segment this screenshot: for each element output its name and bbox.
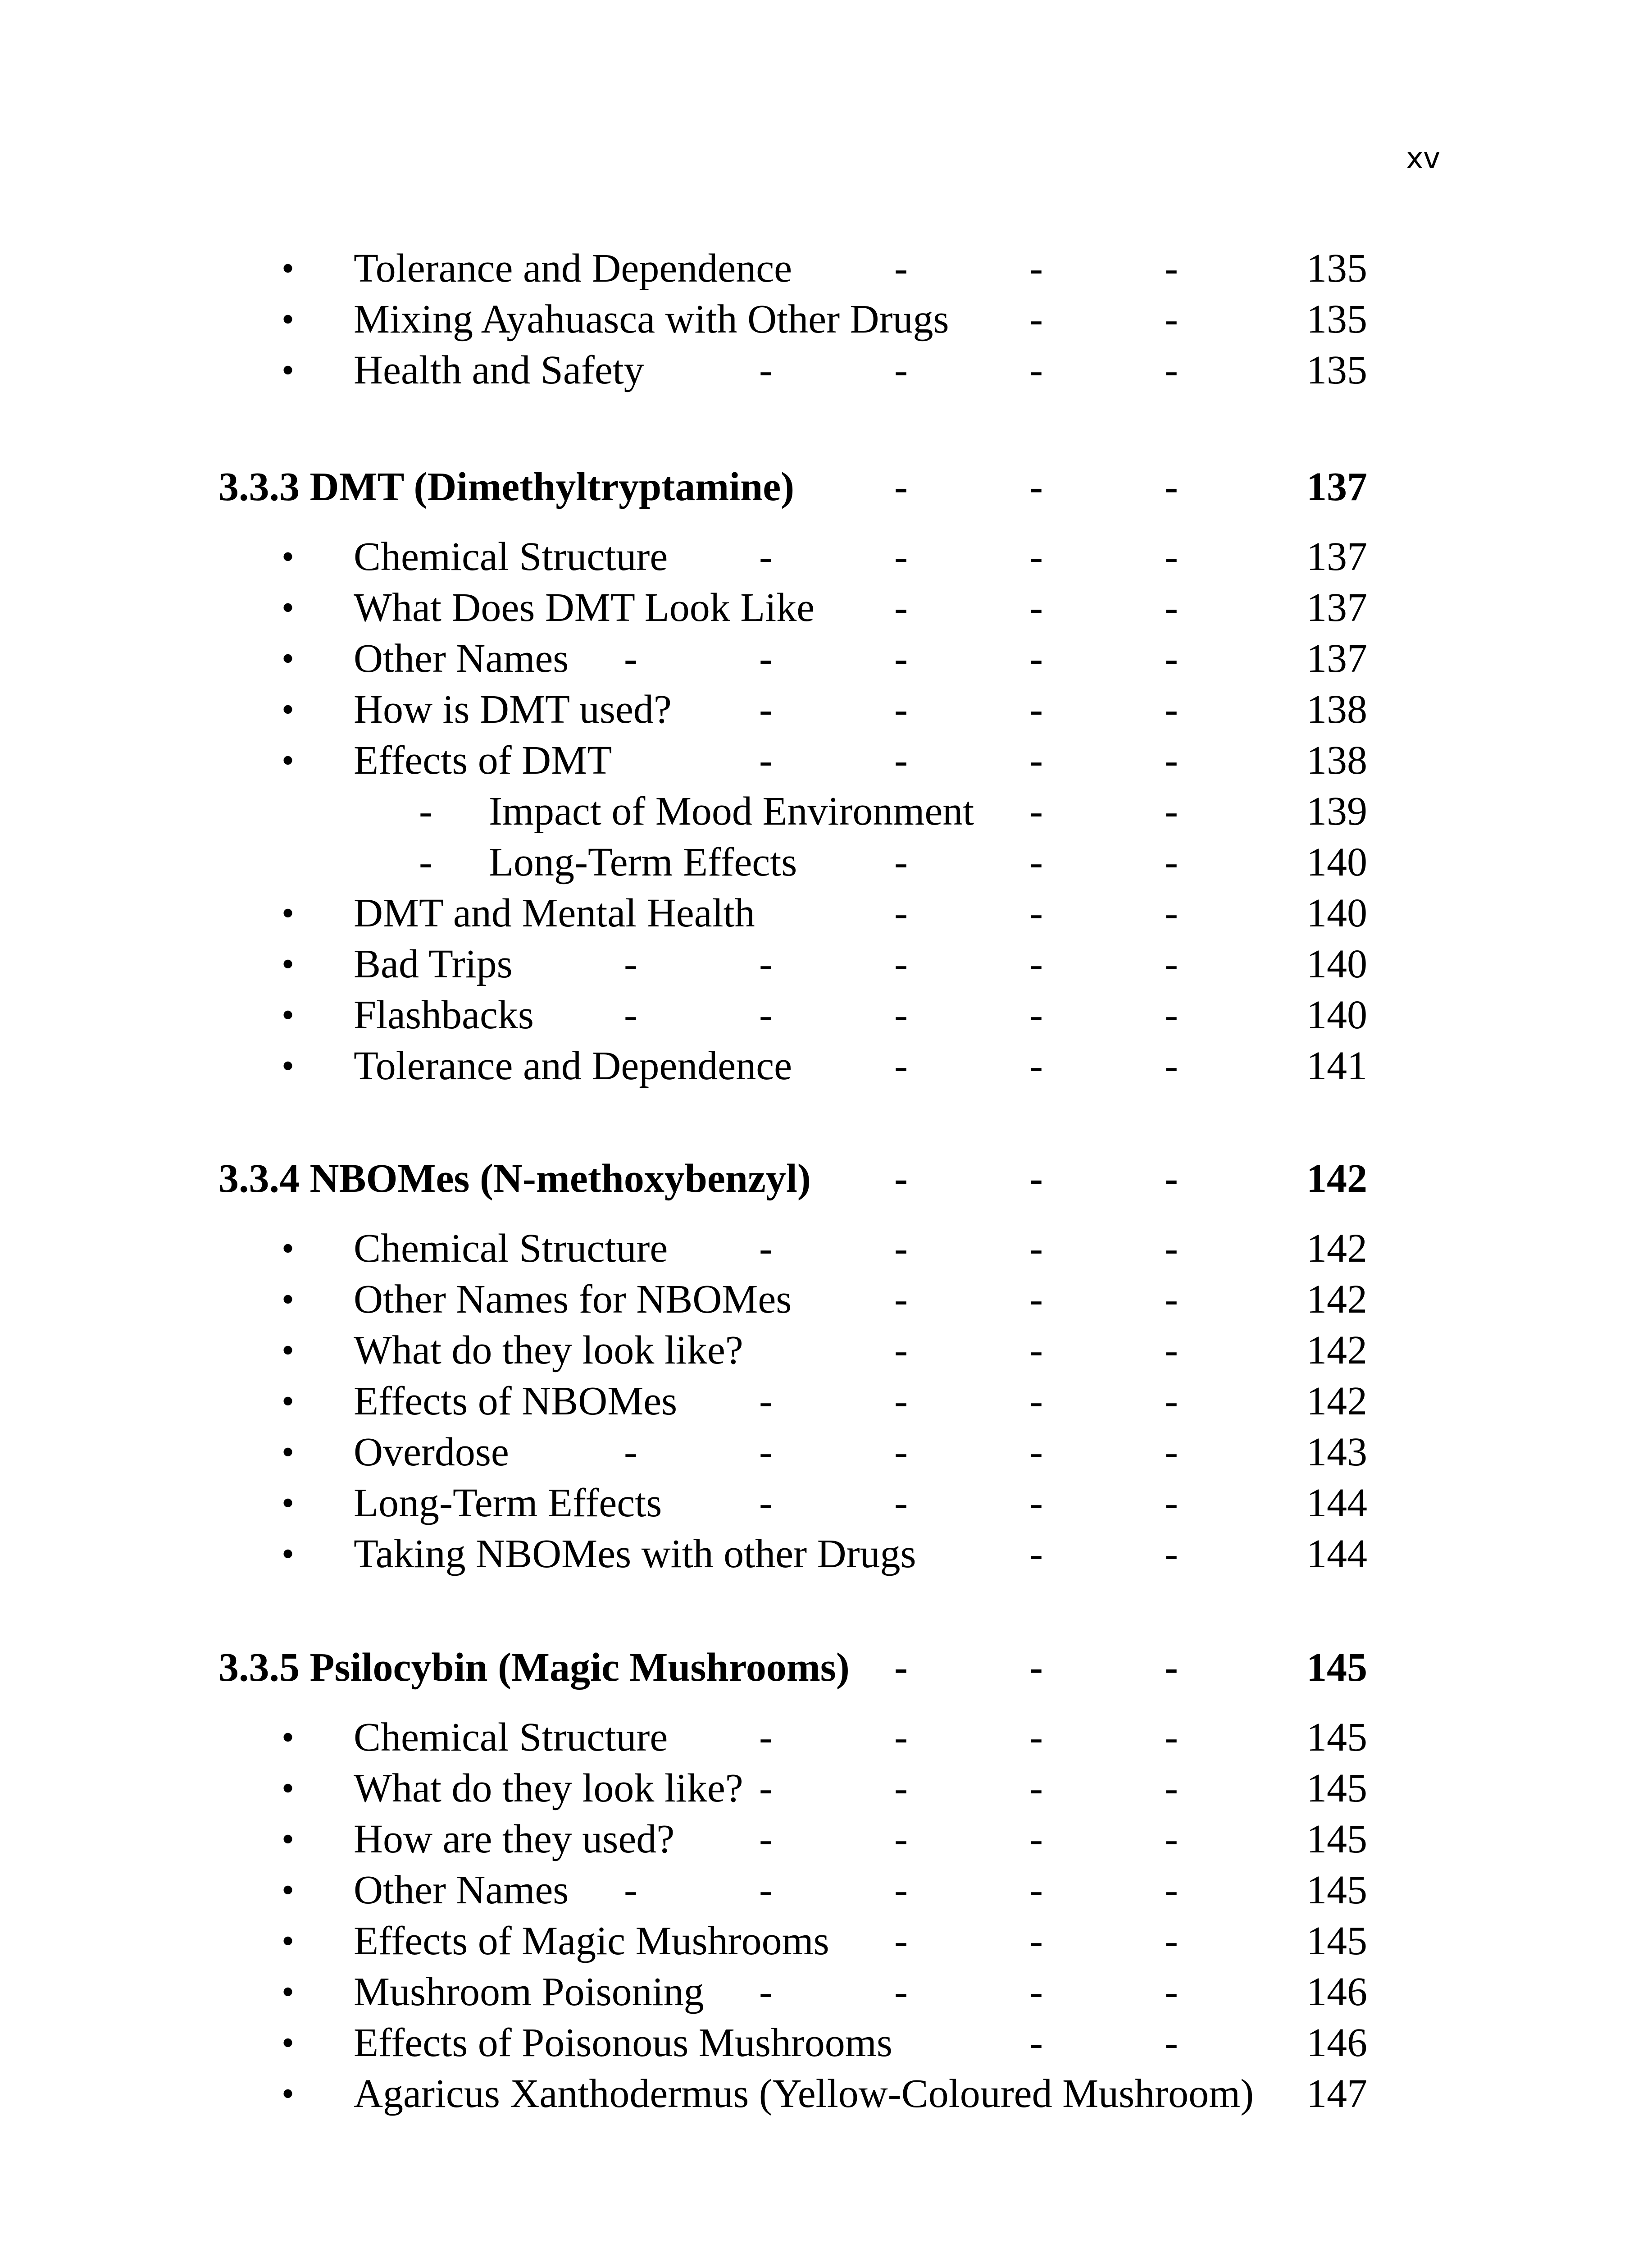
page-ref: 145 bbox=[1306, 1868, 1367, 1912]
toc-entry[interactable] bbox=[0, 532, 1652, 582]
leader-dash: - bbox=[1029, 1919, 1043, 1963]
bullet-icon: • bbox=[282, 537, 295, 577]
leader-dash: - bbox=[894, 993, 908, 1037]
page-ref: 142 bbox=[1306, 1328, 1367, 1373]
leader-dash: - bbox=[894, 1430, 908, 1474]
leader-dash: - bbox=[759, 348, 773, 392]
entry-title: Other Names for NBOMes bbox=[354, 1277, 792, 1322]
leader-dash: - bbox=[759, 1430, 773, 1474]
page-ref: 142 bbox=[1306, 1379, 1367, 1423]
toc-entry[interactable] bbox=[0, 2069, 1652, 2119]
leader-dash: - bbox=[894, 942, 908, 986]
entry-title: Bad Trips bbox=[354, 942, 513, 986]
leader-dash: - bbox=[1165, 1430, 1178, 1474]
leader-dash: - bbox=[1165, 246, 1178, 291]
page-ref: 144 bbox=[1306, 1481, 1367, 1525]
leader-dash: - bbox=[759, 1715, 773, 1760]
leader-dash: - bbox=[1029, 891, 1043, 935]
leader-dash: - bbox=[1165, 585, 1178, 630]
toc-entry[interactable] bbox=[0, 1478, 1652, 1528]
leader-dash: - bbox=[759, 636, 773, 681]
dash-bullet-icon: - bbox=[419, 789, 432, 834]
toc-entry[interactable] bbox=[0, 684, 1652, 735]
leader-dash: - bbox=[759, 1970, 773, 2014]
page-ref: 146 bbox=[1306, 2020, 1367, 2065]
leader-dash: - bbox=[1029, 993, 1043, 1037]
leader-dash: - bbox=[1165, 1379, 1178, 1423]
leader-dash: - bbox=[894, 246, 908, 291]
leader-dash: - bbox=[894, 1226, 908, 1271]
leader-dash: - bbox=[1029, 1481, 1043, 1525]
section-heading[interactable] bbox=[0, 1642, 1652, 1693]
leader-dash: - bbox=[1029, 942, 1043, 986]
leader-dash: - bbox=[1029, 687, 1043, 732]
entry-title: Mushroom Poisoning bbox=[354, 1970, 704, 2014]
leader-dash: - bbox=[1029, 1766, 1043, 1811]
entry-title: Overdose bbox=[354, 1430, 509, 1474]
leader-dash: - bbox=[1165, 1970, 1178, 2014]
leader-dash: - bbox=[624, 942, 637, 986]
bullet-icon: • bbox=[282, 1870, 295, 1910]
page-ref: 146 bbox=[1306, 1970, 1367, 2014]
toc-entry[interactable] bbox=[0, 735, 1652, 786]
leader-dash: - bbox=[894, 1715, 908, 1760]
leader-dash: - bbox=[759, 1766, 773, 1811]
toc-entry[interactable] bbox=[0, 1763, 1652, 1814]
leader-dash: - bbox=[1165, 1277, 1178, 1322]
page-ref: 142 bbox=[1306, 1226, 1367, 1271]
toc-entry[interactable] bbox=[0, 1967, 1652, 2017]
leader-dash: - bbox=[759, 534, 773, 579]
page-ref: 138 bbox=[1306, 738, 1367, 783]
bullet-icon: • bbox=[282, 995, 295, 1035]
leader-dash: - bbox=[1165, 738, 1178, 783]
leader-dash: - bbox=[1029, 789, 1043, 834]
leader-dash: - bbox=[894, 585, 908, 630]
leader-dash: - bbox=[1165, 1226, 1178, 1271]
leader-dash: - bbox=[1029, 1277, 1043, 1322]
leader-dash: - bbox=[759, 1868, 773, 1912]
page-ref: 141 bbox=[1306, 1044, 1367, 1088]
toc-entry[interactable] bbox=[0, 634, 1652, 684]
leader-dash: - bbox=[1029, 1817, 1043, 1861]
leader-dash: - bbox=[1165, 1868, 1178, 1912]
page-ref: 140 bbox=[1306, 942, 1367, 986]
leader-dash: - bbox=[1165, 465, 1178, 509]
leader-dash: - bbox=[759, 738, 773, 783]
leader-dash: - bbox=[894, 1645, 908, 1690]
leader-dash: - bbox=[894, 1156, 908, 1201]
bullet-icon: • bbox=[282, 1718, 295, 1757]
leader-dash: - bbox=[624, 1430, 637, 1474]
leader-dash: - bbox=[1029, 246, 1043, 291]
toc-entry[interactable] bbox=[0, 939, 1652, 990]
bullet-icon: • bbox=[282, 351, 295, 390]
entry-title: Effects of Magic Mushrooms bbox=[354, 1919, 829, 1963]
leader-dash: - bbox=[894, 1970, 908, 2014]
toc-entry[interactable] bbox=[0, 1041, 1652, 1091]
bullet-icon: • bbox=[282, 300, 295, 339]
page-ref: 137 bbox=[1306, 636, 1367, 681]
page-ref: 145 bbox=[1306, 1715, 1367, 1760]
entry-title: Other Names bbox=[354, 1868, 569, 1912]
leader-dash: - bbox=[1165, 789, 1178, 834]
leader-dash: - bbox=[1165, 1817, 1178, 1861]
page-number: xv bbox=[1406, 142, 1440, 175]
leader-dash: - bbox=[1165, 993, 1178, 1037]
toc-entry[interactable] bbox=[0, 1223, 1652, 1274]
bullet-icon: • bbox=[282, 894, 295, 933]
leader-dash: - bbox=[894, 465, 908, 509]
leader-dash: - bbox=[894, 1919, 908, 1963]
toc-entry[interactable] bbox=[0, 294, 1652, 345]
toc-entry[interactable] bbox=[0, 2018, 1652, 2068]
leader-dash: - bbox=[1029, 1430, 1043, 1474]
leader-dash: - bbox=[894, 1379, 908, 1423]
leader-dash: - bbox=[1029, 2020, 1043, 2065]
leader-dash: - bbox=[894, 1328, 908, 1373]
leader-dash: - bbox=[759, 1226, 773, 1271]
bullet-icon: • bbox=[282, 1046, 295, 1086]
leader-dash: - bbox=[1029, 1970, 1043, 2014]
entry-title: Chemical Structure bbox=[354, 534, 668, 579]
leader-dash: - bbox=[1029, 1715, 1043, 1760]
leader-dash: - bbox=[1165, 297, 1178, 342]
leader-dash: - bbox=[1165, 1328, 1178, 1373]
leader-dash: - bbox=[1029, 1226, 1043, 1271]
leader-dash: - bbox=[1165, 1156, 1178, 1201]
page-ref: 140 bbox=[1306, 993, 1367, 1037]
leader-dash: - bbox=[1029, 348, 1043, 392]
leader-dash: - bbox=[1165, 942, 1178, 986]
bullet-icon: • bbox=[282, 639, 295, 679]
bullet-icon: • bbox=[282, 249, 295, 288]
entry-title: Effects of Poisonous Mushrooms bbox=[354, 2020, 892, 2065]
section-heading-text: 3.3.5 Psilocybin (Magic Mushrooms) bbox=[218, 1645, 850, 1690]
leader-dash: - bbox=[1029, 1156, 1043, 1201]
section-heading[interactable] bbox=[0, 1154, 1652, 1204]
toc-entry[interactable] bbox=[0, 1376, 1652, 1427]
entry-title: Effects of DMT bbox=[354, 738, 612, 783]
leader-dash: - bbox=[894, 1868, 908, 1912]
bullet-icon: • bbox=[282, 1331, 295, 1370]
entry-title: Agaricus Xanthodermus (Yellow-Coloured Mushroom) bbox=[354, 2071, 1254, 2116]
toc-entry[interactable] bbox=[0, 1712, 1652, 1763]
leader-dash: - bbox=[1165, 534, 1178, 579]
leader-dash: - bbox=[894, 534, 908, 579]
leader-dash: - bbox=[1029, 636, 1043, 681]
bullet-icon: • bbox=[282, 1534, 295, 1574]
leader-dash: - bbox=[894, 1044, 908, 1088]
section-heading-text: 3.3.4 NBOMes (N-methoxybenzyl) bbox=[218, 1156, 811, 1201]
leader-dash: - bbox=[1029, 465, 1043, 509]
leader-dash: - bbox=[1165, 636, 1178, 681]
entry-title: What do they look like? bbox=[354, 1766, 743, 1811]
toc-entry[interactable] bbox=[0, 1325, 1652, 1376]
entry-title: Long-Term Effects bbox=[489, 840, 797, 885]
page-ref: 143 bbox=[1306, 1430, 1367, 1474]
page-ref: 138 bbox=[1306, 687, 1367, 732]
leader-dash: - bbox=[1029, 585, 1043, 630]
leader-dash: - bbox=[624, 636, 637, 681]
entry-title: DMT and Mental Health bbox=[354, 891, 755, 935]
bullet-icon: • bbox=[282, 1432, 295, 1472]
page-ref: 147 bbox=[1306, 2071, 1367, 2116]
leader-dash: - bbox=[1029, 297, 1043, 342]
leader-dash: - bbox=[759, 1481, 773, 1525]
leader-dash: - bbox=[1165, 2020, 1178, 2065]
page-ref: 137 bbox=[1306, 534, 1367, 579]
leader-dash: - bbox=[1029, 1379, 1043, 1423]
bullet-icon: • bbox=[282, 2023, 295, 2063]
page-ref: 145 bbox=[1306, 1645, 1367, 1690]
leader-dash: - bbox=[759, 1379, 773, 1423]
leader-dash: - bbox=[759, 942, 773, 986]
bullet-icon: • bbox=[282, 944, 295, 984]
leader-dash: - bbox=[1165, 687, 1178, 732]
leader-dash: - bbox=[1165, 1481, 1178, 1525]
leader-dash: - bbox=[624, 993, 637, 1037]
toc-entry[interactable] bbox=[0, 990, 1652, 1040]
bullet-icon: • bbox=[282, 1229, 295, 1268]
bullet-icon: • bbox=[282, 1921, 295, 1961]
page-ref: 139 bbox=[1306, 789, 1367, 834]
entry-title: How is DMT used? bbox=[354, 687, 672, 732]
section-heading-text: 3.3.3 DMT (Dimethyltryptamine) bbox=[218, 465, 795, 509]
leader-dash: - bbox=[1029, 1044, 1043, 1088]
entry-title: Other Names bbox=[354, 636, 569, 681]
leader-dash: - bbox=[1165, 1044, 1178, 1088]
leader-dash: - bbox=[894, 840, 908, 885]
entry-title: Impact of Mood Environment bbox=[489, 789, 974, 834]
toc-entry[interactable] bbox=[0, 583, 1652, 633]
entry-title: What do they look like? bbox=[354, 1328, 743, 1373]
leader-dash: - bbox=[759, 1817, 773, 1861]
leader-dash: - bbox=[1029, 1328, 1043, 1373]
leader-dash: - bbox=[894, 1277, 908, 1322]
bullet-icon: • bbox=[282, 2074, 295, 2114]
page-ref: 142 bbox=[1306, 1156, 1367, 1201]
bullet-icon: • bbox=[282, 741, 295, 780]
entry-title: Health and Safety bbox=[354, 348, 644, 392]
leader-dash: - bbox=[1165, 1532, 1178, 1576]
toc-entry[interactable] bbox=[0, 837, 1652, 888]
page-ref: 140 bbox=[1306, 891, 1367, 935]
leader-dash: - bbox=[1029, 738, 1043, 783]
toc-entry[interactable] bbox=[0, 1916, 1652, 1966]
toc-entry[interactable] bbox=[0, 1865, 1652, 1916]
leader-dash: - bbox=[1165, 840, 1178, 885]
page-ref: 145 bbox=[1306, 1919, 1367, 1963]
bullet-icon: • bbox=[282, 1972, 295, 2012]
page-ref: 135 bbox=[1306, 297, 1367, 342]
entry-title: Chemical Structure bbox=[354, 1715, 668, 1760]
page-ref: 140 bbox=[1306, 840, 1367, 885]
entry-title: Flashbacks bbox=[354, 993, 534, 1037]
leader-dash: - bbox=[1029, 840, 1043, 885]
leader-dash: - bbox=[894, 348, 908, 392]
leader-dash: - bbox=[894, 1766, 908, 1811]
leader-dash: - bbox=[894, 738, 908, 783]
page-ref: 145 bbox=[1306, 1817, 1367, 1861]
page-ref: 135 bbox=[1306, 348, 1367, 392]
page-ref: 137 bbox=[1306, 585, 1367, 630]
entry-title: How are they used? bbox=[354, 1817, 675, 1861]
bullet-icon: • bbox=[282, 1382, 295, 1421]
toc-entry[interactable] bbox=[0, 1814, 1652, 1865]
toc-entry[interactable] bbox=[0, 888, 1652, 939]
leader-dash: - bbox=[624, 1868, 637, 1912]
bullet-icon: • bbox=[282, 588, 295, 628]
toc-entry[interactable] bbox=[0, 1274, 1652, 1325]
toc-entry[interactable] bbox=[0, 243, 1652, 294]
leader-dash: - bbox=[1165, 1715, 1178, 1760]
leader-dash: - bbox=[1029, 1645, 1043, 1690]
section-heading[interactable] bbox=[0, 462, 1652, 512]
page-ref: 142 bbox=[1306, 1277, 1367, 1322]
leader-dash: - bbox=[1029, 1532, 1043, 1576]
leader-dash: - bbox=[894, 636, 908, 681]
leader-dash: - bbox=[759, 993, 773, 1037]
toc-entry[interactable] bbox=[0, 345, 1652, 396]
leader-dash: - bbox=[1165, 1919, 1178, 1963]
bullet-icon: • bbox=[282, 1280, 295, 1319]
entry-title: What Does DMT Look Like bbox=[354, 585, 815, 630]
entry-title: Chemical Structure bbox=[354, 1226, 668, 1271]
leader-dash: - bbox=[894, 1817, 908, 1861]
toc-entry[interactable] bbox=[0, 786, 1652, 837]
page-ref: 135 bbox=[1306, 246, 1367, 291]
entry-title: Tolerance and Dependence bbox=[354, 246, 792, 291]
leader-dash: - bbox=[894, 687, 908, 732]
entry-title: Effects of NBOMes bbox=[354, 1379, 678, 1423]
bullet-icon: • bbox=[282, 690, 295, 730]
dash-bullet-icon: - bbox=[419, 840, 432, 885]
bullet-icon: • bbox=[282, 1483, 295, 1523]
entry-title: Tolerance and Dependence bbox=[354, 1044, 792, 1088]
leader-dash: - bbox=[1029, 534, 1043, 579]
leader-dash: - bbox=[1165, 348, 1178, 392]
leader-dash: - bbox=[894, 891, 908, 935]
leader-dash: - bbox=[1165, 1645, 1178, 1690]
entry-title: Long-Term Effects bbox=[354, 1481, 662, 1525]
toc-entry[interactable] bbox=[0, 1529, 1652, 1579]
leader-dash: - bbox=[894, 1481, 908, 1525]
bullet-icon: • bbox=[282, 1820, 295, 1859]
entry-title: Taking NBOMes with other Drugs bbox=[354, 1532, 916, 1576]
entry-title: Mixing Ayahuasca with Other Drugs bbox=[354, 297, 949, 342]
page-ref: 145 bbox=[1306, 1766, 1367, 1811]
leader-dash: - bbox=[759, 687, 773, 732]
leader-dash: - bbox=[1165, 1766, 1178, 1811]
leader-dash: - bbox=[1029, 1868, 1043, 1912]
toc-entry[interactable] bbox=[0, 1427, 1652, 1478]
bullet-icon: • bbox=[282, 1769, 295, 1808]
leader-dash: - bbox=[1165, 891, 1178, 935]
page-ref: 144 bbox=[1306, 1532, 1367, 1576]
page-ref: 137 bbox=[1306, 465, 1367, 509]
